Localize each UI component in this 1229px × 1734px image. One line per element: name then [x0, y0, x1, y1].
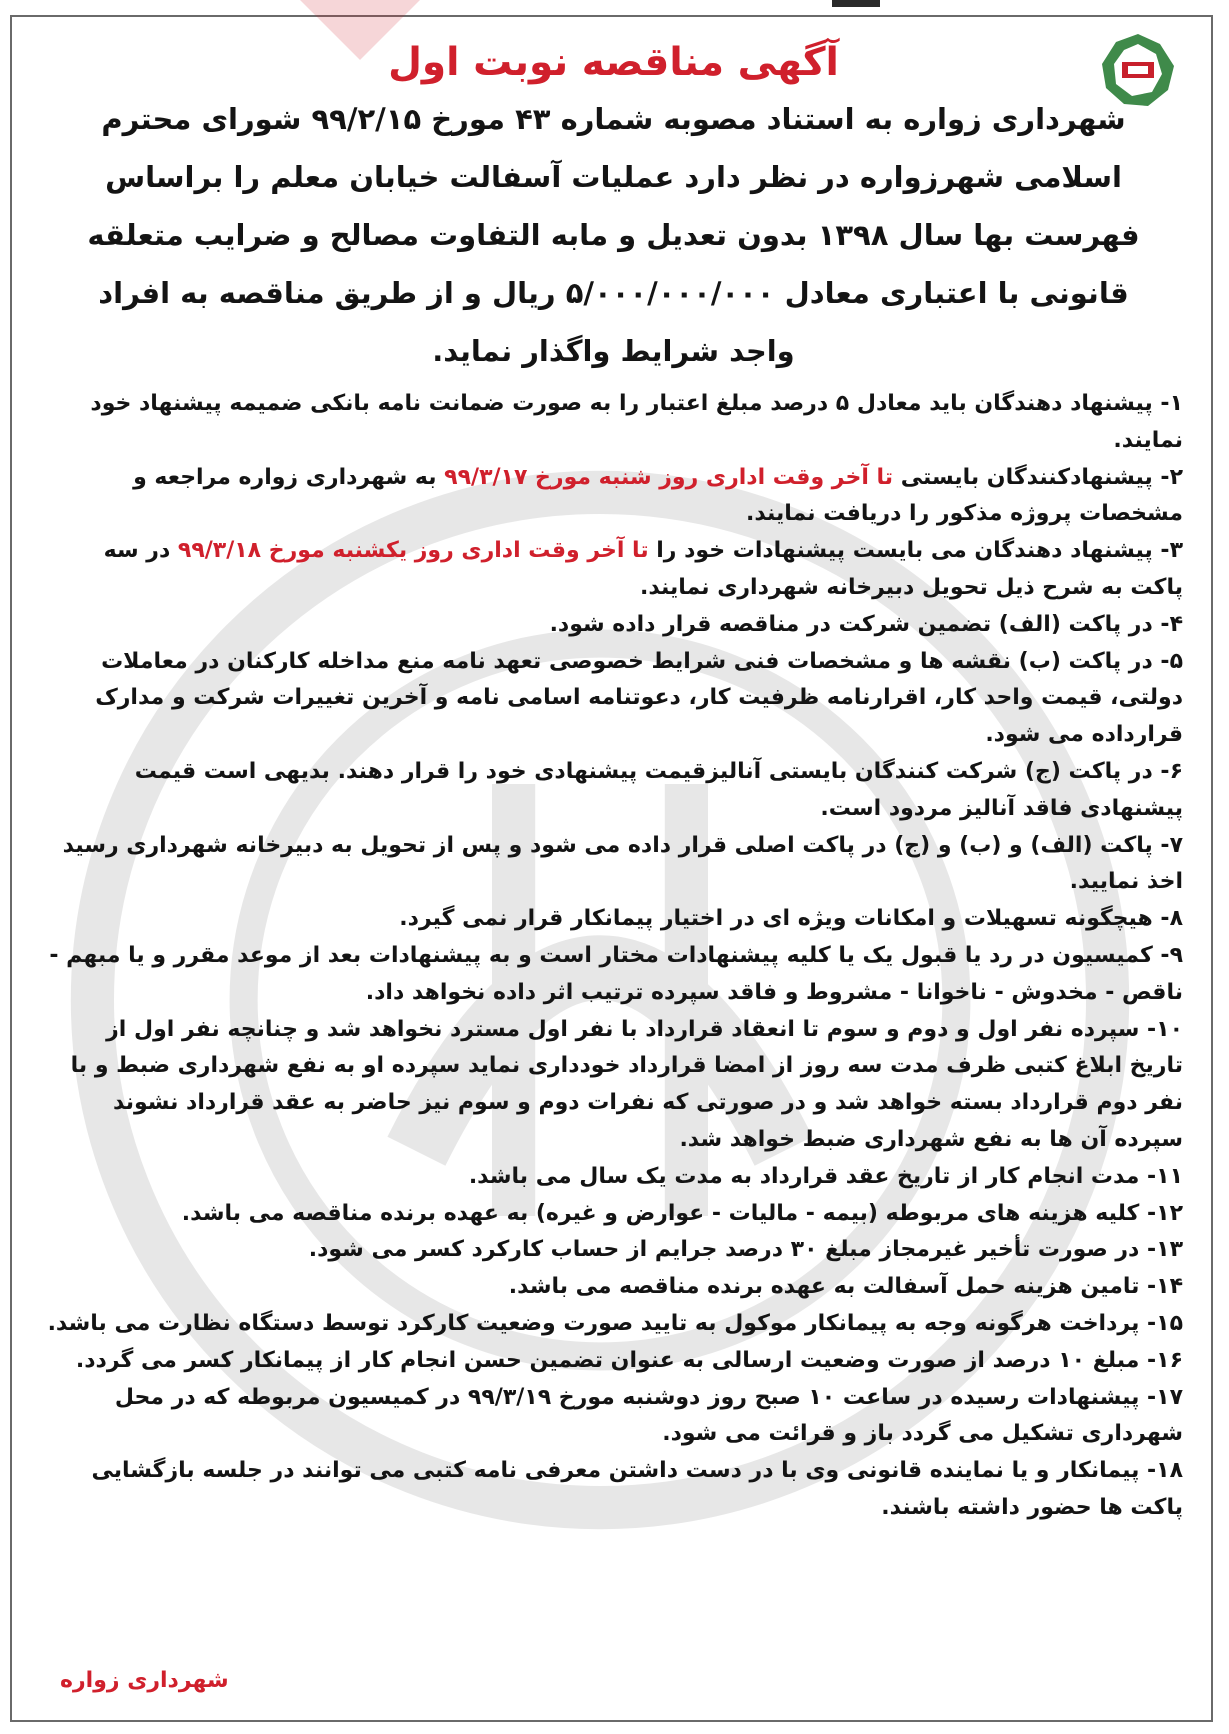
clause-3-text-b: در سه پاکت به شرح ذیل تحویل دبیرخانه شهرداری نمایند. — [103, 538, 1183, 600]
clause-6: ۶- در پاکت (ج) شرکت کنندگان بایستی آنالیزقیمت پیشنهادی خود را قرار دهند. بدیهی است قیمت پیشنهادی فاقد آنالیز مردود است. — [134, 758, 1183, 821]
announcement-intro: شهرداری زواره به استناد مصوبه شماره ۴۳ مورخ ۹۹/۲/۱۵ شورای محترم اسلامی شهرزواره در نظر دارد عملیات آسفالت خیابان معلم را براساس فهرست بها سال ۱۳۹۸ بدون تعدیل و مابه التفاوت مصالح و ضرایب متعلقه قانونی با اعتباری معادل ۵/۰۰۰/۰۰۰/۰۰۰ ریال و از طریق مناقصه به افراد واجد شرایط واگذار نماید. — [87, 102, 1140, 368]
clause-4: ۴- در پاکت (الف) تضمین شرکت در مناقصه قرار داده شود. — [549, 611, 1183, 637]
clause-3 — [46, 533, 1183, 607]
clause-15: ۱۵- پرداخت هرگونه وجه به پیمانکار موکول به تایید صورت وضعیت کارکرد توسط دستگاه نظارت می باشد. — [47, 1310, 1183, 1336]
clause-8: ۸- هیچگونه تسهیلات و امکانات ویژه ای در اختیار پیمانکار قرار نمی گیرد. — [399, 906, 1183, 932]
clause-14: ۱۴- تامین هزینه حمل آسفالت به عهده برنده مناقصه می باشد. — [508, 1274, 1183, 1300]
clause-3-text-a: ۳- پیشنهاد دهندگان می بایست پیشنهادات خود را — [648, 538, 1183, 564]
clause-1: ۱- پیشنهاد دهندگان باید معادل ۵ درصد مبلغ اعتبار را به صورت ضمانت نامه بانکی ضمیمه پیشنهاد خود نمایند. — [90, 391, 1183, 453]
clause-16: ۱۶- مبلغ ۱۰ درصد از صورت وضعیت ارسالی به عنوان تضمین حسن انجام کار از پیمانکار کسر می گردد. — [75, 1347, 1183, 1373]
signature-municipality: شهرداری زواره — [60, 1668, 229, 1693]
clause-18: ۱۸- پیمانکار و یا نماینده قانونی وی با در دست داشتن معرفی نامه کتبی می توانند در جلسه بازگشایی پاکت ها حضور داشته باشند. — [91, 1458, 1183, 1520]
clause-5: ۵- در پاکت (ب) نقشه ها و مشخصات فنی شرایط خصوصی تعهد نامه منع مداخله کارکنان در معاملات دولتی، قیمت واحد کار، اقرارنامه ظرفیت کار، دعوتنامه اسامی نامه و آخرین تغییرات شرکت و مدارک قرارداده می شود. — [95, 648, 1183, 748]
clause-9: ۹- کمیسیون در رد یا قبول یک یا کلیه پیشنهادات مختار است و به پیشنهادات بعد از موعد مقرر و یا مبهم - ناقص - مخدوش - ناخوانا - مشروط و فاقد سپرده ترتیب اثر داده نخواهد داد. — [49, 942, 1183, 1005]
clause-17: ۱۷- پیشنهادات رسیده در ساعت ۱۰ صبح روز دوشنبه مورخ ۹۹/۳/۱۹ در کمیسیون مربوطه که در محل شهرداری تشکیل می گردد باز و قرائت می شود. — [114, 1384, 1183, 1447]
clause-12: ۱۲- کلیه هزینه های مربوطه (بیمه - مالیات - عوارض و غیره) به عهده برنده مناقصه می باشد. — [181, 1200, 1183, 1226]
announcement-body — [36, 38, 1191, 1703]
clause-13: ۱۳- در صورت تأخیر غیرمجاز مبلغ ۳۰ درصد جرایم از حساب کارکرد کسر می شود. — [308, 1237, 1183, 1263]
clause-2-text-b: به شهرداری زواره مراجعه و مشخصات پروژه مذکور را دریافت نمایند. — [133, 464, 1183, 527]
clause-2-deadline: تا آخر وقت اداری روز شنبه مورخ ۹۹/۳/۱۷ — [444, 464, 894, 490]
clause-3-deadline: تا آخر وقت اداری روز یکشنبه مورخ ۹۹/۳/۱۸ — [177, 538, 649, 564]
clause-7: ۷- پاکت (الف) و (ب) و (ج) در پاکت اصلی قرار داده می شود و پس از تحویل به دبیرخانه شهرداری رسید اخذ نمایید. — [62, 832, 1183, 895]
clause-10: ۱۰- سپرده نفر اول و دوم و سوم تا انعقاد قرارداد با نفر اول مسترد نخواهد شد و چنانچه نفر اول از تاریخ ابلاغ کتبی ظرف مدت سه روز از امضا قرارداد خودداری نماید سپرده او به نفع شهرداری ضبط و با نفر دوم قرارداد بسته خواهد شد و در صورتی که نفرات دوم و سوم نیز حاضر به عقد قرارداد نشوند سپرده آن ها به نفع شهرداری ضبط خواهد شد. — [70, 1016, 1183, 1152]
announcement-title: آگهی مناقصه نوبت اول — [388, 40, 839, 85]
clause-11: ۱۱- مدت انجام کار از تاریخ عقد قرارداد به مدت یک سال می باشد. — [468, 1163, 1183, 1189]
clause-2-text-a: ۲- پیشنهادکنندگان بایستی — [893, 464, 1183, 490]
top-edge-tab — [832, 0, 880, 7]
clause-2 — [46, 460, 1183, 534]
